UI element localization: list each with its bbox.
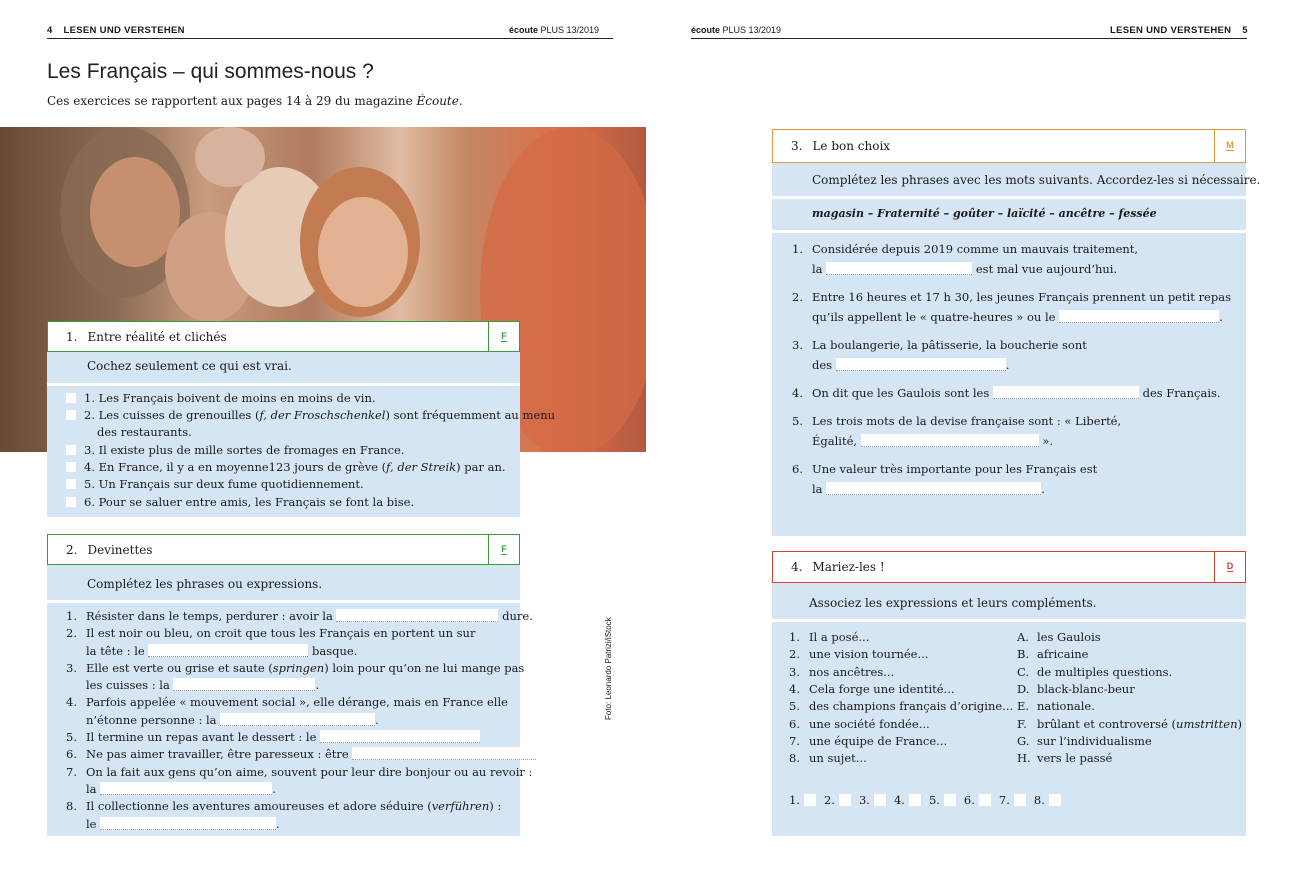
ex2-item-text: . (276, 817, 280, 831)
ex4-right-letter: B. (1017, 647, 1030, 662)
ex4-header (772, 551, 1246, 583)
ex2-item-text: . (272, 782, 276, 796)
ex3-item-number: 4. (792, 386, 803, 400)
ex1-checkbox[interactable] (66, 497, 76, 507)
ex4-right-letter: D. (1017, 681, 1030, 696)
ex4-answer-box[interactable] (979, 794, 991, 806)
ex3-item-number: 2. (792, 290, 803, 304)
ex3-item (792, 357, 1009, 374)
ex3-item-number: 1. (792, 242, 803, 256)
ex4-right-item (1017, 698, 1095, 715)
ex3-item (792, 481, 1045, 498)
ex2-item-text: Il est noir ou bleu, on croit que tous les Français en portent un sur (86, 626, 476, 640)
ex4-right-text: brûlant et controversé ( (1037, 716, 1177, 731)
ex4-right-text: nationale. (1037, 699, 1095, 714)
ex4-left-item (789, 698, 1013, 715)
ex2-item (66, 677, 319, 694)
ex1-checkbox[interactable] (66, 410, 76, 420)
ex2-item-number: 5. (66, 730, 77, 744)
ex4-left-text: Il a posé... (809, 630, 870, 644)
ex2-item (66, 625, 475, 642)
ex2-instruction: Complétez les phrases ou expressions. (87, 577, 323, 591)
ex2-title: Devinettes (87, 542, 153, 557)
ex4-answer-row (789, 792, 1069, 809)
ex2-item-text: . (315, 678, 320, 692)
photo-credit: Foto: Leonardo Patrizi/iStock (604, 617, 613, 720)
ex2-item-number: 2. (66, 626, 77, 640)
ex2-answer-blank[interactable] (320, 730, 480, 743)
ex2-item-number: 7. (66, 765, 77, 779)
ex4-answer-box[interactable] (839, 794, 851, 806)
ex3-item-text: des Français. (1138, 386, 1221, 400)
left-page-number: 4 (47, 25, 53, 36)
ex3-item (792, 261, 1117, 278)
ex4-right-letter: F. (1017, 716, 1027, 731)
right-running-header (1110, 25, 1248, 36)
ex4-left-number: 2. (789, 647, 800, 662)
ex4-left-text: nos ancêtres... (809, 664, 895, 679)
ex2-item (66, 729, 480, 746)
ex3-answer-blank[interactable] (836, 358, 1006, 371)
ex4-right-letter: G. (1017, 733, 1030, 748)
ex3-item (792, 241, 1138, 258)
ex1-item-gloss: f, der Froschschenkel (259, 408, 386, 422)
ex3-answer-blank[interactable] (826, 262, 972, 275)
ex4-right-text: black-blanc-beur (1037, 681, 1135, 696)
right-header-rule (691, 38, 1247, 39)
ex4-answer-label: 2. (823, 793, 835, 807)
ex2-item-text: dure. (498, 609, 533, 623)
ex1-checkbox[interactable] (66, 393, 76, 403)
ex4-left-number: 1. (789, 630, 800, 644)
page-title: Les Français – qui sommes-nous ? (47, 60, 374, 83)
ex2-item (66, 798, 501, 815)
ex4-left-number: 8. (789, 751, 800, 766)
ex4-right-letter: H. (1017, 751, 1031, 766)
ex2-item-text: Il termine un repas avant le dessert : le (86, 730, 321, 744)
left-header-rule (47, 38, 613, 39)
ex2-item-text: . (375, 713, 379, 727)
ex4-answer-label: 1. (789, 793, 800, 807)
ex1-checkbox[interactable] (66, 479, 76, 489)
ex2-header (47, 534, 520, 565)
ex3-item-text: Entre 16 heures et 17 h 30, les jeunes Français prennent un petit repas (812, 290, 1231, 304)
ex1-item-text: ) par an. (456, 460, 506, 474)
ex1-item-text: 2. Les cuisses de grenouilles ( (84, 408, 260, 422)
ex3-item (792, 309, 1223, 326)
ex3-answer-blank[interactable] (993, 386, 1139, 399)
ex2-item-text: les cuisses : la (86, 678, 174, 692)
ex4-left-item (789, 750, 867, 767)
ex4-left-text: une équipe de France... (809, 733, 948, 748)
ex2-answer-blank[interactable] (173, 678, 315, 691)
ex3-item-text: . (1219, 310, 1223, 324)
ex4-title: Mariez-les ! (812, 560, 885, 574)
ex2-item-text: ) loin pour qu’on ne lui mange pas (324, 661, 525, 675)
ex1-header (47, 321, 520, 352)
page-subtitle: Ces exercices se rapportent aux pages 14 à 29 du magazine Écoute. (47, 94, 463, 108)
ex3-instruction: Complétez les phrases avec les mots suivants. Accordez-les si nécessaire. (812, 173, 1261, 187)
right-publication: écoute PLUS 13/2019 (691, 25, 782, 35)
ex4-right-letter: A. (1017, 630, 1029, 644)
ex3-answer-blank[interactable] (861, 434, 1039, 447)
ex1-item-text: 1. Les Français boivent de moins en moins de vin. (84, 391, 376, 405)
ex2-separator (47, 600, 520, 603)
ex4-left-item (789, 681, 955, 698)
ex4-right-text: ) (1237, 716, 1242, 731)
ex4-right-item (1017, 733, 1152, 750)
ex1-item (66, 459, 506, 476)
right-page-number: 5 (1242, 25, 1248, 36)
ex4-answer-label: 3. (858, 793, 870, 807)
ex2-item-text: Il collectionne les aventures amoureuses et adore séduire ( (86, 799, 432, 813)
ex1-item-text: 5. Un Français sur deux fume quotidiennement. (84, 477, 364, 491)
ex1-item-text: ) sont fréquemment au menu (385, 408, 556, 422)
ex2-item (66, 781, 276, 798)
ex3-item-number: 5. (792, 414, 803, 428)
ex1-checkbox[interactable] (66, 462, 76, 472)
ex3-item-text: la (812, 262, 827, 276)
ex1-item (66, 390, 376, 407)
ex2-item-text: le (86, 817, 101, 831)
ex4-left-number: 7. (789, 733, 800, 748)
ex4-left-number: 3. (789, 664, 800, 679)
ex1-item-gloss: f, der Streik (386, 460, 457, 474)
ex2-item-text: Elle est verte ou grise et saute ( (86, 661, 273, 675)
ex3-separator-2 (772, 230, 1246, 233)
ex3-item-text: Considérée depuis 2019 comme un mauvais traitement, (812, 242, 1139, 256)
ex2-answer-blank[interactable] (336, 609, 498, 622)
right-section-label: LESEN UND VERSTEHEN (1110, 25, 1232, 36)
ex4-left-item (789, 664, 894, 681)
ex2-item-text: Parfois appelée « mouvement social », elle dérange, mais en France elle (86, 695, 508, 709)
ex2-answer-blank[interactable] (100, 817, 276, 830)
ex3-level-badge: M (1214, 130, 1245, 162)
ex2-item-text: On la fait aux gens qu’on aime, souvent pour leur dire bonjour ou au revoir : (86, 765, 533, 779)
ex4-answer-box[interactable] (804, 794, 816, 806)
ex1-item (66, 494, 414, 511)
ex4-answer-box[interactable] (1049, 794, 1061, 806)
ex3-item (792, 413, 1121, 430)
ex4-answer-label: 6. (963, 793, 975, 807)
ex1-item-text: 6. Pour se saluer entre amis, les Français se font la bise. (84, 495, 415, 509)
ex2-item-text: la tête : le (86, 644, 149, 658)
ex1-number: 1. (66, 329, 78, 344)
ex4-right-text: les Gaulois (1037, 630, 1101, 644)
ex4-right-text: de multiples questions. (1037, 664, 1173, 679)
ex4-left-item (789, 629, 869, 646)
ex4-right-item (1017, 664, 1172, 681)
ex2-answer-blank[interactable] (352, 747, 536, 760)
ex2-item-text: la (86, 782, 101, 796)
ex4-right-item (1017, 681, 1135, 698)
ex4-left-number: 4. (789, 681, 800, 696)
ex4-answer-label: 7. (998, 793, 1010, 807)
ex4-answer-box[interactable] (909, 794, 921, 806)
ex1-level-badge: F (488, 322, 519, 351)
ex3-item (792, 433, 1053, 450)
ex1-title: Entre réalité et clichés (87, 329, 227, 344)
ex4-left-text: une société fondée... (809, 716, 930, 731)
ex2-item (66, 816, 280, 833)
ex2-item-text: ) : (489, 799, 502, 813)
ex3-header (772, 129, 1246, 163)
ex4-right-text: africaine (1037, 647, 1089, 662)
ex2-number: 2. (66, 542, 78, 557)
ex4-left-item (789, 733, 947, 750)
ex4-right-gloss: umstritten (1176, 716, 1238, 731)
ex4-level-badge: D (1214, 552, 1245, 582)
ex4-right-text: vers le passé (1037, 751, 1113, 766)
ex3-item-number: 6. (792, 462, 803, 476)
ex3-item-text: la (812, 482, 827, 496)
ex3-item-text: Une valeur très importante pour les Français est (812, 462, 1098, 476)
ex1-checkbox[interactable] (66, 445, 76, 455)
ex1-item (66, 407, 555, 424)
ex1-separator (47, 383, 520, 386)
ex3-separator-1 (772, 196, 1246, 199)
ex1-item (97, 424, 192, 441)
ex2-level-badge: F (488, 535, 519, 564)
ex4-answer-box[interactable] (1014, 794, 1026, 806)
ex2-item (66, 660, 524, 677)
ex3-item (792, 461, 1097, 478)
ex4-number: 4. (791, 560, 803, 574)
ex4-left-text: une vision tournée... (809, 647, 929, 662)
ex3-item-text: Les trois mots de la devise française sont : « Liberté, (812, 414, 1122, 428)
ex2-item (66, 712, 379, 729)
ex3-item-text: La boulangerie, la pâtisserie, la boucherie sont (812, 338, 1087, 352)
ex2-item-number: 8. (66, 799, 77, 813)
ex4-left-text: des champions français d’origine... (809, 699, 1014, 714)
ex2-item-text: Ne pas aimer travailler, être paresseux : être (86, 747, 353, 761)
ex2-item-number: 4. (66, 695, 77, 709)
ex4-answer-label: 4. (893, 793, 905, 807)
ex3-item-text: Égalité, (812, 434, 861, 448)
ex2-item-text: Résister dans le temps, perdurer : avoir la (86, 609, 337, 623)
ex1-item-text: des restaurants. (97, 425, 192, 439)
ex4-left-text: un sujet... (809, 751, 867, 766)
ex2-item (66, 608, 533, 625)
ex3-item-text: est mal vue aujourd’hui. (972, 262, 1118, 276)
ex4-answer-label: 8. (1033, 793, 1045, 807)
ex4-right-letter: C. (1017, 664, 1030, 679)
ex4-right-item (1017, 646, 1088, 663)
ex4-right-item (1017, 716, 1242, 733)
ex4-answer-label: 5. (928, 793, 940, 807)
ex3-item-text: des (812, 358, 836, 372)
ex4-separator (772, 619, 1246, 622)
ex2-item (66, 694, 508, 711)
left-section-label: LESEN UND VERSTEHEN (63, 25, 185, 36)
ex2-answer-blank[interactable] (100, 782, 272, 795)
ex3-item-number: 3. (792, 338, 803, 352)
ex4-left-item (789, 646, 928, 663)
ex3-item-text: qu’ils appellent le « quatre-heures » ou le (812, 310, 1060, 324)
ex4-left-text: Cela forge une identité... (809, 681, 955, 696)
ex4-right-item (1017, 750, 1112, 767)
ex2-item-number: 1. (66, 609, 77, 623)
ex1-item (66, 442, 404, 459)
left-publication: écoute PLUS 13/2019 (509, 25, 600, 35)
ex2-item-gloss: verführen (431, 799, 490, 813)
ex3-item (792, 337, 1087, 354)
ex2-answer-blank[interactable] (220, 713, 375, 726)
ex2-item-number: 3. (66, 661, 77, 675)
ex2-item (66, 764, 532, 781)
ex4-answer-box[interactable] (874, 794, 886, 806)
ex3-item-text: . (1005, 358, 1010, 372)
ex3-number: 3. (791, 139, 803, 153)
ex4-right-item (1017, 629, 1101, 646)
left-running-header (47, 25, 185, 36)
ex2-item-number: 6. (66, 747, 77, 761)
ex4-right-letter: E. (1017, 699, 1030, 714)
ex2-item (66, 643, 357, 660)
ex3-title: Le bon choix (812, 139, 891, 153)
ex3-item-text: On dit que les Gaulois sont les (812, 386, 993, 400)
ex1-instruction: Cochez seulement ce qui est vrai. (87, 359, 292, 373)
ex3-item-text: ». (1038, 434, 1054, 448)
ex3-answer-blank[interactable] (826, 482, 1041, 495)
ex2-answer-blank[interactable] (148, 644, 308, 657)
ex3-item (792, 385, 1221, 402)
ex1-item (66, 476, 364, 493)
ex3-answer-blank[interactable] (1059, 310, 1219, 323)
ex4-answer-box[interactable] (944, 794, 956, 806)
ex2-item (66, 746, 536, 763)
ex4-left-number: 5. (789, 699, 800, 714)
ex4-instruction: Associez les expressions et leurs compléments. (809, 596, 1097, 610)
ex3-item-text: . (1041, 482, 1045, 496)
ex1-item-text: 4. En France, il y a en moyenne123 jours de grève ( (84, 460, 387, 474)
ex3-word-bank: magasin – Fraternité – goûter – laïcité – ancêtre – fessée (812, 207, 1157, 220)
ex4-left-item (789, 716, 930, 733)
ex3-item (792, 289, 1231, 306)
ex4-right-text: sur l’individualisme (1037, 733, 1152, 748)
ex1-item-text: 3. Il existe plus de mille sortes de fromages en France. (84, 443, 405, 457)
ex4-left-number: 6. (789, 716, 800, 731)
ex2-item-gloss: springen (272, 661, 325, 675)
ex2-item-text: basque. (308, 644, 358, 658)
ex2-item-text: n’étonne personne : la (86, 713, 221, 727)
